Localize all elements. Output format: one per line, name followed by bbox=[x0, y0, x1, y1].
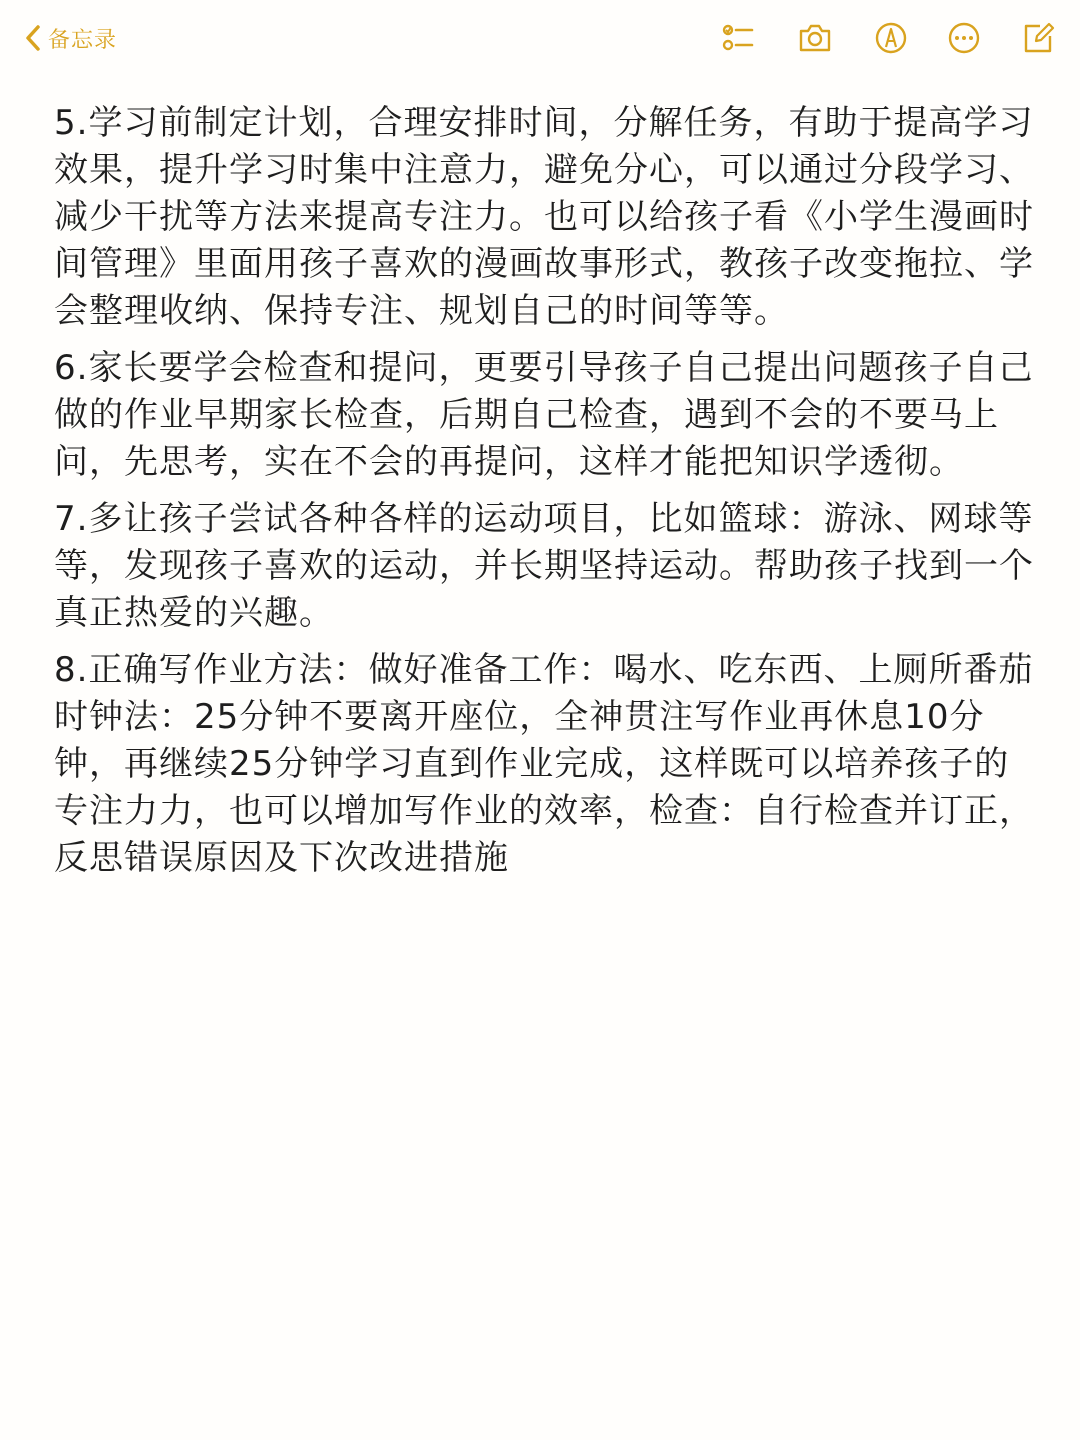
back-label: 备忘录 bbox=[48, 27, 118, 53]
markup-pen-icon[interactable] bbox=[873, 20, 909, 56]
camera-icon[interactable] bbox=[797, 20, 833, 56]
note-paragraph-5: 5.学习前制定计划，合理安排时间，分解任务，有助于提高学习效果，提升学习时集中注意力，避免分心，可以通过分段学习、减少干扰等方法来提高专注力。也可以给孩子看《小学生漫画时间管理》里面用孩子喜欢的漫画故事形式，教孩子改变拖拉、学会整理收纳、保持专注、规划自己的时间等等。 bbox=[54, 103, 1034, 331]
note-paragraph-7: 7.多让孩子尝试各种各样的运动项目，比如篮球：游泳、网球等等，发现孩子喜欢的运动，并长期坚持运动。帮助孩子找到一个真正热爱的兴趣。 bbox=[54, 499, 1034, 633]
note-body[interactable] bbox=[54, 100, 1034, 892]
back-button[interactable] bbox=[24, 20, 117, 56]
compose-icon[interactable] bbox=[1020, 20, 1056, 56]
note-paragraph-8: 8.正确写作业方法：做好准备工作：喝水、吃东西、上厕所番茄时钟法：25分钟不要离开座位，全神贯注写作业再休息10分钟，再继续25分钟学习直到作业完成，这样既可以培养孩子的专注力力，也可以增加写作业的效率，检查：自行检查并订正，反思错误原因及下次改进措施 bbox=[54, 650, 1034, 878]
more-icon[interactable] bbox=[946, 20, 982, 56]
chevron-left-icon bbox=[24, 24, 42, 52]
note-paragraph-6: 6.家长要学会检查和提问，更要引导孩子自己提出问题孩子自己做的作业早期家长检查，后期自己检查，遇到不会的不要马上问，先思考，实在不会的再提问，这样才能把知识学透彻。 bbox=[54, 348, 1034, 482]
notes-toolbar bbox=[0, 0, 1080, 80]
checklist-icon[interactable] bbox=[720, 20, 756, 56]
